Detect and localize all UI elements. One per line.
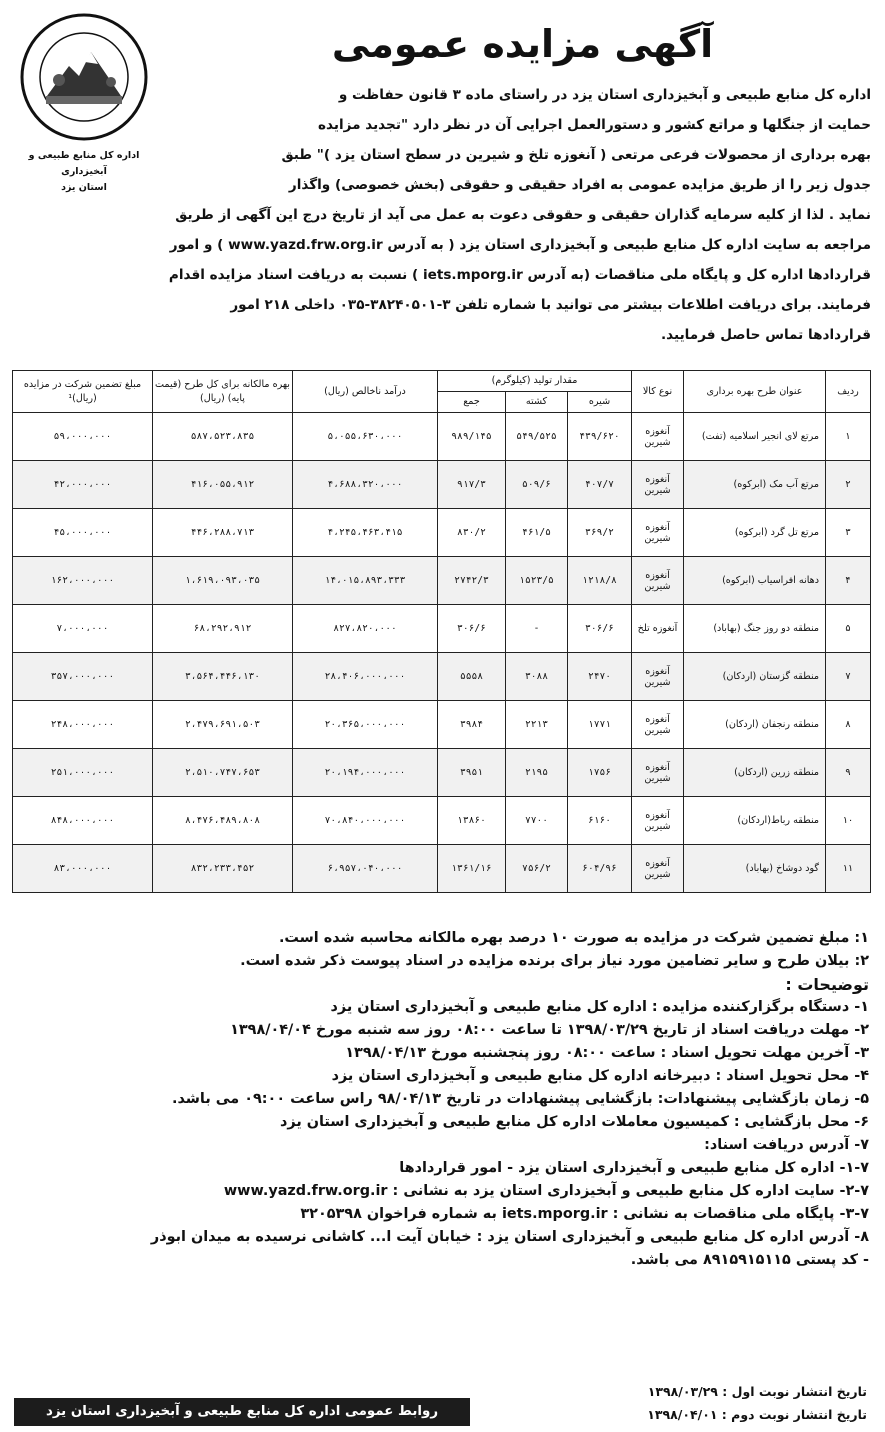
intro-line: جدول زیر را از طریق مزایده عمومی به افراد حقیقی و حقوقی (بخش خصوصی) واگذار: [288, 177, 871, 193]
header-row-no: ردیف: [826, 371, 871, 413]
royalty-value: ۴۴۶،۲۸۸،۷۱۳: [153, 509, 293, 557]
publication-dates: [647, 1380, 867, 1426]
paste-amount: ۵۰۹/۶: [506, 461, 568, 509]
plan-title: منطقه رباط(اردکان): [684, 797, 826, 845]
plan-title: مرتع تل گرد (ابرکوه): [684, 509, 826, 557]
row-number: ۲: [826, 461, 871, 509]
product-type: آنغوزه شیرین: [632, 653, 684, 701]
gross-income: ۷۰،۸۴۰،۰۰۰،۰۰۰: [293, 797, 438, 845]
intro-line: فرمایند. برای دریافت اطلاعات بیشتر می توانید با شماره تلفن ۳-۳۸۲۴۰۵۰۱-۰۳۵ داخلی ۲۱۸ امور: [230, 297, 871, 313]
note-item: ۳-۷- پایگاه ملی مناقصات به نشانی : iets.mporg.ir به شماره فراخوان ۳۲۰۵۳۹۸: [300, 1206, 869, 1222]
royalty-value: ۲،۴۷۹،۶۹۱،۵۰۳: [153, 701, 293, 749]
table-row: [13, 413, 871, 461]
total-amount: ۵۵۵۸: [438, 653, 506, 701]
notes-section: [16, 927, 869, 1272]
intro-line: حمایت از جنگلها و مراتع کشور و دستورالعمل اجرایی آن در نظر دارد "تجدید مزایده: [317, 117, 871, 133]
logo-caption-line-2: استان یزد: [61, 182, 107, 194]
gross-income: ۸۲۷،۸۲۰،۰۰۰: [293, 605, 438, 653]
header-plan-title: عنوان طرح بهره برداری: [684, 371, 826, 413]
header-total: جمع: [438, 392, 506, 413]
total-amount: ۲۷۴۲/۳: [438, 557, 506, 605]
row-number: ۹: [826, 749, 871, 797]
note-item: ۳- آخرین مهلت تحویل اسناد : ساعت ۰۸:۰۰ روز پنجشنبه مورخ ۱۳۹۸/۰۴/۱۳: [345, 1045, 869, 1061]
product-type: آنغوزه شیرین: [632, 701, 684, 749]
guarantee-amount: ۲۴۸،۰۰۰،۰۰۰: [13, 701, 153, 749]
product-type: آنغوزه شیرین: [632, 749, 684, 797]
notes-heading: توضیحات :: [785, 975, 869, 994]
royalty-value: ۱،۶۱۹،۰۹۳،۰۳۵: [153, 557, 293, 605]
plan-title: منطقه گزستان (اردکان): [684, 653, 826, 701]
paste-amount: ۲۱۹۵: [506, 749, 568, 797]
intro-line: قراردادها تماس حاصل فرمایید.: [661, 327, 871, 343]
guarantee-amount: ۴۲،۰۰۰،۰۰۰: [13, 461, 153, 509]
product-type: آنغوزه شیرین: [632, 413, 684, 461]
plan-title: گود دوشاخ (بهاباد): [684, 845, 826, 893]
guarantee-amount: ۲۵۱،۰۰۰،۰۰۰: [13, 749, 153, 797]
royalty-value: ۵۸۷،۵۲۳،۸۳۵: [153, 413, 293, 461]
page-title: آگهی مزایده عمومی: [331, 22, 714, 66]
royalty-value: ۸۳۲،۲۳۳،۴۵۲: [153, 845, 293, 893]
table-row: [13, 845, 871, 893]
sap-amount: ۱۷۵۶: [568, 749, 632, 797]
product-type: آنغوزه شیرین: [632, 509, 684, 557]
paste-amount: ۷۵۶/۲: [506, 845, 568, 893]
sap-amount: ۶۱۶۰: [568, 797, 632, 845]
note-item: ۱- دستگاه برگزارکننده مزایده : اداره کل منابع طبیعی و آبخیزداری استان یزد: [330, 999, 869, 1015]
gross-income: ۱۴،۰۱۵،۸۹۳،۳۳۳: [293, 557, 438, 605]
public-relations-banner: روابط عمومی اداره کل منابع طبیعی و آبخیزداری استان یزد: [14, 1398, 470, 1426]
header-guarantee: مبلغ تضمین شرکت در مزایده (ریال)¹: [13, 371, 153, 413]
sap-amount: ۶۰۴/۹۶: [568, 845, 632, 893]
sap-amount: ۳۶۹/۲: [568, 509, 632, 557]
table-row: [13, 509, 871, 557]
royalty-value: ۸،۴۷۶،۴۸۹،۸۰۸: [153, 797, 293, 845]
intro-line: اداره کل منابع طبیعی و آبخیزداری استان یزد در راستای ماده ۳ قانون حفاظت و: [338, 87, 871, 103]
sap-amount: ۲۴۷۰: [568, 653, 632, 701]
paste-amount: -: [506, 605, 568, 653]
total-amount: ۱۳۸۶۰: [438, 797, 506, 845]
row-number: ۳: [826, 509, 871, 557]
guarantee-amount: ۷،۰۰۰،۰۰۰: [13, 605, 153, 653]
guarantee-amount: ۳۵۷،۰۰۰،۰۰۰: [13, 653, 153, 701]
total-amount: ۳۹۵۱: [438, 749, 506, 797]
plan-title: مرتع آب مک (ابرکوه): [684, 461, 826, 509]
guarantee-amount: ۱۶۲،۰۰۰،۰۰۰: [13, 557, 153, 605]
product-type: آنغوزه شیرین: [632, 797, 684, 845]
row-number: ۸: [826, 701, 871, 749]
table-row: [13, 749, 871, 797]
auction-items-table: [12, 370, 871, 893]
gross-income: ۴،۲۴۵،۴۶۳،۴۱۵: [293, 509, 438, 557]
row-number: ۱۰: [826, 797, 871, 845]
plan-title: دهانه افراسیاب (ابرکوه): [684, 557, 826, 605]
table-row: [13, 701, 871, 749]
note-item: ۵- زمان بازگشایی پیشنهادات: بازگشایی پیشنهادات در تاریخ ۹۸/۰۴/۱۳ راس ساعت ۰۹:۰۰ می باشد.: [172, 1091, 869, 1107]
footnote-2: ۲: بیلان طرح و سایر تضامین مورد نیاز برای برنده مزایده در اسناد پیوست ذکر شده است.: [240, 953, 869, 969]
paste-amount: ۵۴۹/۵۲۵: [506, 413, 568, 461]
intro-line: بهره برداری از محصولات فرعی مرتعی ( آنغوزه تلخ و شیرین در سطح استان یزد )" طبق: [281, 147, 871, 163]
gross-income: ۲۰،۳۶۵،۰۰۰،۰۰۰: [293, 701, 438, 749]
plan-title: منطقه رنجفان (اردکان): [684, 701, 826, 749]
royalty-value: ۶۸،۲۹۲،۹۱۲: [153, 605, 293, 653]
intro-line: مراجعه به سایت اداره کل منابع طبیعی و آبخیزداری استان یزد ( به آدرس www.yazd.frw.org.ir ) و امور: [169, 237, 871, 253]
note-item: ۲- مهلت دریافت اسناد از تاریخ ۱۳۹۸/۰۳/۲۹ تا ساعت ۰۸:۰۰ روز سه شنبه مورخ ۱۳۹۸/۰۴/۰۴: [230, 1022, 869, 1038]
header-royalty: بهره مالکانه برای کل طرح (قیمت پایه) (ریال): [153, 371, 293, 413]
paste-amount: ۴۶۱/۵: [506, 509, 568, 557]
product-type: آنغوزه شیرین: [632, 461, 684, 509]
note-item: ۱-۷- اداره کل منابع طبیعی و آبخیزداری استان یزد - امور قراردادها: [399, 1160, 869, 1176]
sap-amount: ۴۳۹/۶۲۰: [568, 413, 632, 461]
header-gross-income: درآمد ناخالص (ریال): [293, 371, 438, 413]
row-number: ۱۱: [826, 845, 871, 893]
auction-table-body: [13, 413, 871, 893]
paste-amount: ۲۲۱۳: [506, 701, 568, 749]
gross-income: ۲۸،۴۰۶،۰۰۰،۰۰۰: [293, 653, 438, 701]
note-item: ۷- آدرس دریافت اسناد:: [704, 1137, 869, 1153]
intro-line: قراردادها اداره کل و پایگاه ملی مناقصات (به آدرس iets.mporg.ir ) نسبت به دریافت اسناد مزایده اقدام: [168, 267, 871, 283]
note-item: ۴- محل تحویل اسناد : دبیرخانه اداره کل منابع طبیعی و آبخیزداری استان یزد: [331, 1068, 869, 1084]
second-publication-date: تاریخ انتشار نوبت دوم : ۱۳۹۸/۰۴/۰۱: [647, 1407, 867, 1422]
sap-amount: ۱۷۷۱: [568, 701, 632, 749]
guarantee-amount: ۸۳،۰۰۰،۰۰۰: [13, 845, 153, 893]
gross-income: ۴،۶۸۸،۳۲۰،۰۰۰: [293, 461, 438, 509]
guarantee-amount: ۴۵،۰۰۰،۰۰۰: [13, 509, 153, 557]
header-paste: کشته: [506, 392, 568, 413]
sap-amount: ۳۰۶/۶: [568, 605, 632, 653]
royalty-value: ۲،۵۱۰،۷۴۷،۶۵۳: [153, 749, 293, 797]
table-row: [13, 557, 871, 605]
note-item: ۲-۷- سایت اداره کل منابع طبیعی و آبخیزداری استان یزد به نشانی : www.yazd.frw.org.ir: [223, 1183, 869, 1199]
header-product-type: نوع کالا: [632, 371, 684, 413]
plan-title: منطقه زرین (اردکان): [684, 749, 826, 797]
plan-title: مرتع لای انجیر اسلامیه (تفت): [684, 413, 826, 461]
note-item: - کد پستی ۸۹۱۵۹۱۵۱۱۵ می باشد.: [630, 1252, 869, 1268]
sap-amount: ۱۲۱۸/۸: [568, 557, 632, 605]
intro-line: نماید . لذا از کلیه سرمایه گذاران حقیقی و حقوقی دعوت به عمل می آید از تاریخ درج این آگهی از طریق: [175, 207, 871, 223]
gross-income: ۶،۹۵۷،۰۴۰،۰۰۰: [293, 845, 438, 893]
royalty-value: ۳،۵۶۴،۴۴۶،۱۳۰: [153, 653, 293, 701]
product-type: آنغوزه شیرین: [632, 557, 684, 605]
row-number: ۱: [826, 413, 871, 461]
gross-income: ۵،۰۵۵،۶۳۰،۰۰۰: [293, 413, 438, 461]
first-publication-date: تاریخ انتشار نوبت اول : ۱۳۹۸/۰۳/۲۹: [647, 1384, 867, 1399]
header-production-amount: مقدار تولید (کیلوگرم): [438, 371, 632, 392]
row-number: ۴: [826, 557, 871, 605]
table-row: [13, 605, 871, 653]
total-amount: ۹۸۹/۱۴۵: [438, 413, 506, 461]
paste-amount: ۱۵۲۳/۵: [506, 557, 568, 605]
plan-title: منطقه دو روز جنگ (بهاباد): [684, 605, 826, 653]
paste-amount: ۷۷۰۰: [506, 797, 568, 845]
table-row: [13, 653, 871, 701]
gross-income: ۲۰،۱۹۴،۰۰۰،۰۰۰: [293, 749, 438, 797]
total-amount: ۹۱۷/۳: [438, 461, 506, 509]
footnote-1: ۱: مبلغ تضمین شرکت در مزایده به صورت ۱۰ درصد بهره مالکانه محاسبه شده است.: [278, 930, 869, 946]
total-amount: ۱۳۶۱/۱۶: [438, 845, 506, 893]
total-amount: ۸۳۰/۲: [438, 509, 506, 557]
note-item: ۶- محل بازگشایی : کمیسیون معاملات اداره کل منابع طبیعی و آبخیزداری استان یزد: [279, 1114, 869, 1130]
product-type: آنغوزه شیرین: [632, 845, 684, 893]
table-row: [13, 797, 871, 845]
intro-paragraph: [14, 80, 871, 350]
sap-amount: ۴۰۷/۷: [568, 461, 632, 509]
royalty-value: ۴۱۶،۰۵۵،۹۱۲: [153, 461, 293, 509]
total-amount: ۳۰۶/۶: [438, 605, 506, 653]
row-number: ۵: [826, 605, 871, 653]
product-type: آنغوزه تلخ: [632, 605, 684, 653]
guarantee-amount: ۵۹،۰۰۰،۰۰۰: [13, 413, 153, 461]
header-sap: شیره: [568, 392, 632, 413]
note-item: ۸- آدرس اداره کل منابع طبیعی و آبخیزداری استان یزد : خیابان آیت ا... کاشانی نرسیده به میدان ابوذر: [150, 1229, 869, 1245]
paste-amount: ۳۰۸۸: [506, 653, 568, 701]
guarantee-amount: ۸۴۸،۰۰۰،۰۰۰: [13, 797, 153, 845]
row-number: ۷: [826, 653, 871, 701]
total-amount: ۳۹۸۴: [438, 701, 506, 749]
table-row: [13, 461, 871, 509]
logo-caption-line-1: اداره کل منابع طبیعی و آبخیزداری: [28, 150, 140, 178]
